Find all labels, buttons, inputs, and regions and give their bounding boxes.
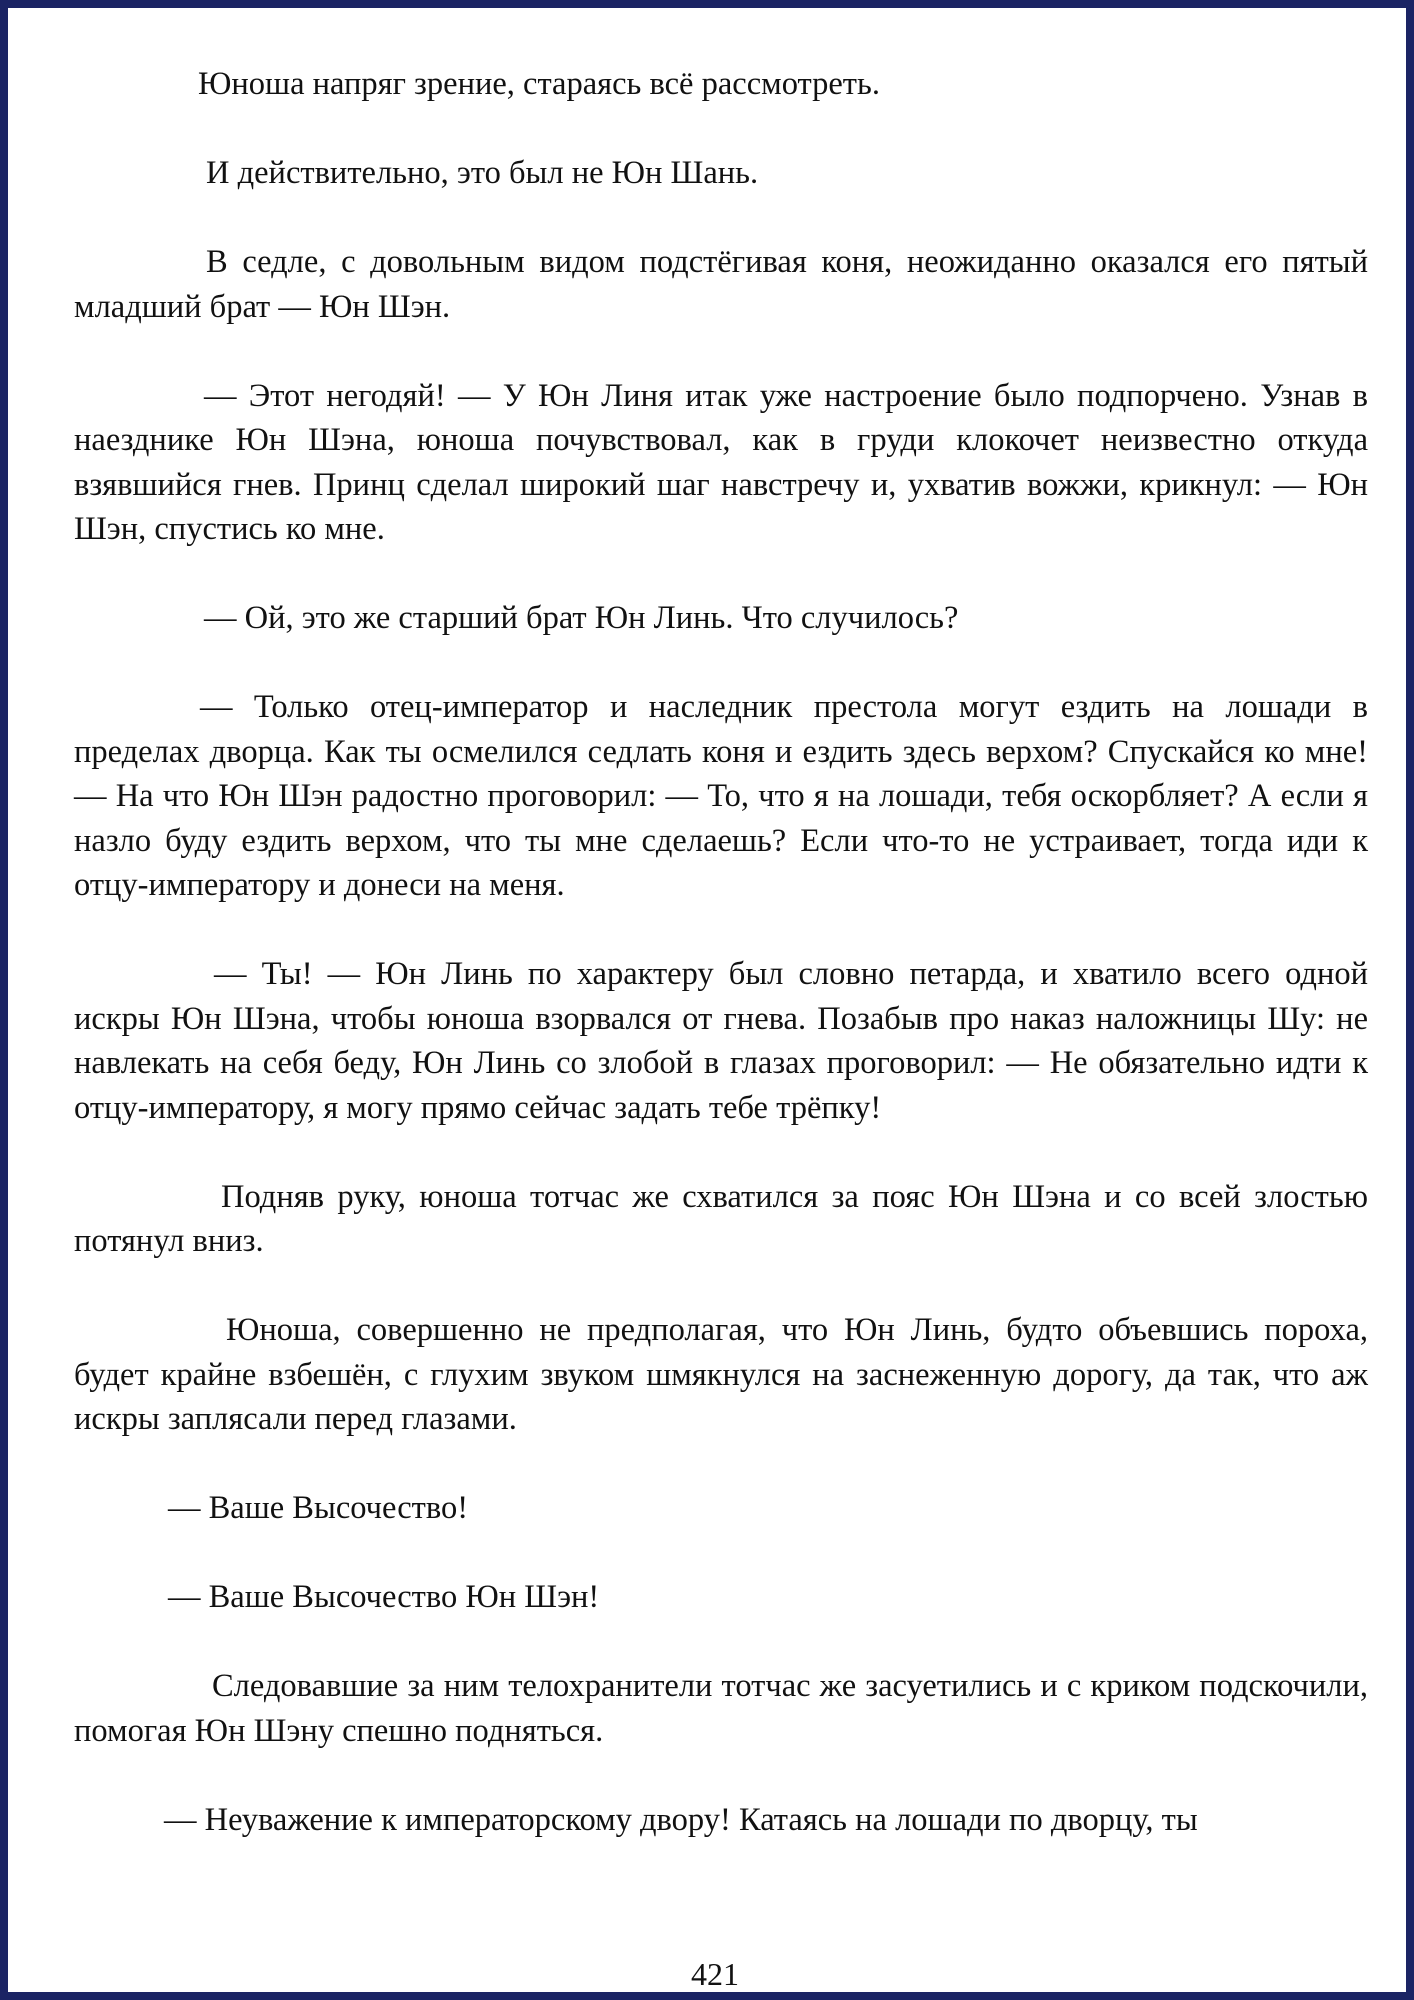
paragraph: Юноша, совершенно не предполагая, что Юн Линь, будто объевшись пороха, будет крайне взбешён, с глухим звуком шмякнулся на заснеженную дорогу, да так, что аж искры заплясали перед глазами. [74, 1312, 1368, 1437]
paragraph: — Ваше Высочество! [168, 1490, 469, 1526]
paragraph: — Ой, это же старший брат Юн Линь. Что случилось? [204, 600, 959, 636]
paragraph: Следовавшие за ним телохранители тотчас же засуетились и с криком подскочили, помогая Юн Шэну спешно подняться. [74, 1668, 1368, 1749]
paragraph: — Только отец-император и наследник престола могут ездить на лошади в пределах дворца. Как ты осмелился седлать коня и ездить здесь верхом? Спускайся ко мне! — На что Юн Шэн радостно проговорил: — То, что я на лошади, тебя оскорбляет? А если я назло буду ездить верхом, что ты мне сделаешь? Если что-то не устраивает, тогда иди к отцу-императору и донеси на меня. [74, 689, 1368, 903]
paragraph: Юноша напряг зрение, стараясь всё рассмотреть. [198, 66, 880, 102]
page-number: 421 [691, 1956, 739, 1992]
paragraph: И действительно, это был не Юн Шань. [206, 155, 759, 191]
paragraph: — Ваше Высочество Юн Шэн! [168, 1579, 600, 1615]
paragraph: Подняв руку, юноша тотчас же схватился за пояс Юн Шэна и со всей злостью потянул вниз. [74, 1178, 1368, 1259]
paragraph: — Ты! — Юн Линь по характеру был словно петарда, и хватило всего одной искры Юн Шэна, чтобы юноша взорвался от гнева. Позабыв про наказ наложницы Шу: не навлекать на себя беду, Юн Линь со злобой в глазах проговорил: — Не обязательно идти к отцу-императору, я могу прямо сейчас задать тебе трёпку! [74, 956, 1368, 1126]
paragraph: — Неуважение к императорскому двору! Катаясь на лошади по дворцу, ты [164, 1801, 1198, 1838]
paragraph: — Этот негодяй! — У Юн Линя итак уже настроение было подпорчено. Узнав в наезднике Юн Шэна, юноша почувствовал, как в груди клокочет неизвестно откуда взявшийся гнев. Принц сделал широкий шаг навстречу и, ухватив вожжи, крикнул: — Юн Шэн, спустись ко мне. [74, 377, 1368, 547]
paragraph: В седле, с довольным видом подстёгивая коня, неожиданно оказался его пятый младший брат — Юн Шэн. [74, 244, 1368, 325]
page-body-text [74, 62, 1368, 1887]
